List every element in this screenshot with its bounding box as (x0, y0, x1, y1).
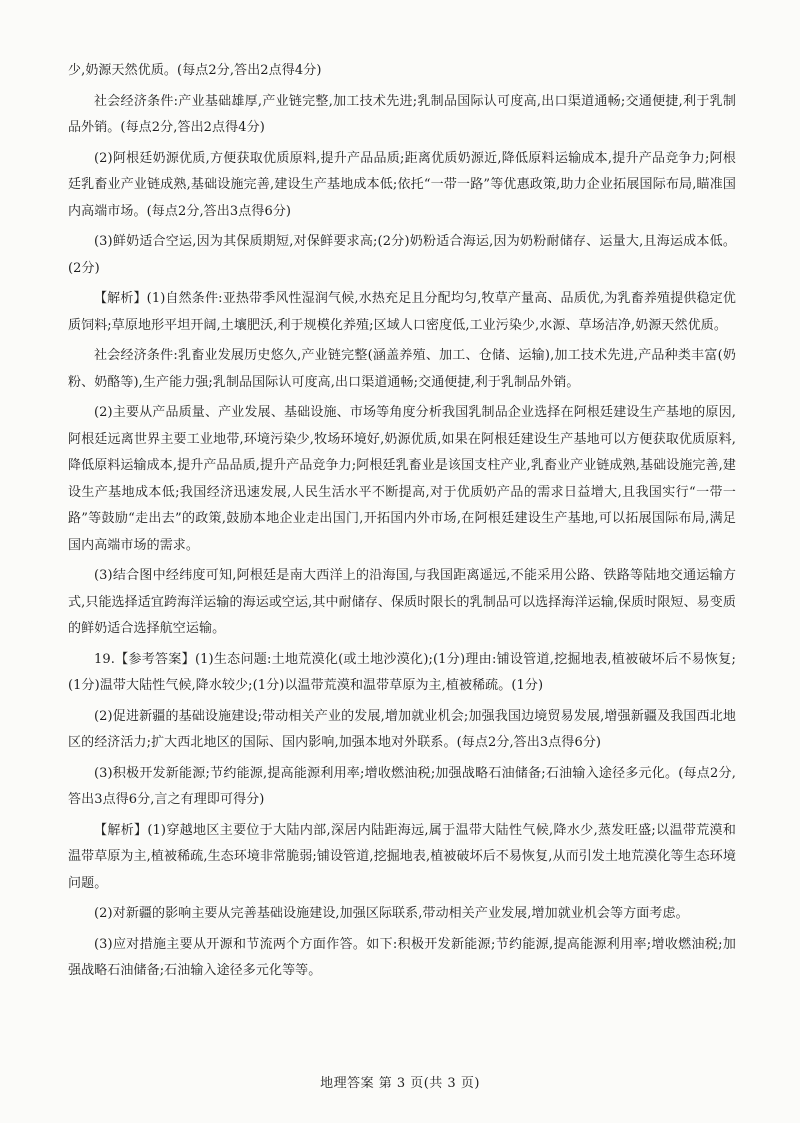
answer-content (68, 58, 736, 989)
paragraph: (2)主要从产品质量、产业发展、基础设施、市场等角度分析我国乳制品企业选择在阿根廷建设生产基地的原因,阿根廷远离世界主要工业地带,环境污染少,牧场环境好,奶源优质,如果在阿根廷建设生产基地可以方便获取优质原料,降低原料运输成本,提升产品品质,提升产品竞争力;阿根廷乳畜业是该国支柱产业,乳畜业产业链成熟,基础设施完善,建设生产基地成本低;我国经济迅速发展,人民生活水平不断提高,对于优质奶产品的需求日益增大,且我国实行“一带一路”等鼓励“走出去”的政策,鼓励本地企业走出国门,开拓国内外市场,在阿根廷建设生产基地,可以拓展国际布局,满足国内高端市场的需求。 (68, 405, 736, 553)
paragraph: 【解析】(1)穿越地区主要位于大陆内部,深居内陆距海远,属于温带大陆性气候,降水少,蒸发旺盛;以温带荒漠和温带草原为主,植被稀疏,生态环境非常脆弱;铺设管道,挖掘地表,植被破坏后不易恢复,从而引发土地荒漠化等生态环境问题。 (68, 822, 736, 891)
paragraph: 社会经济条件:乳畜业发展历史悠久,产业链完整(涵盖养殖、加工、仓储、运输),加工技术先进,产品种类丰富(奶粉、奶酪等),生产能力强;乳制品国际认可度高,出口渠道通畅;交通便捷,利于乳制品外销。 (68, 348, 736, 390)
paragraph: (3)积极开发新能源;节约能源,提高能源利用率;增收燃油税;加强战略石油储备;石油输入途径多元化。(每点2分,答出3点得6分,言之有理即可得分) (68, 765, 736, 807)
paragraph: 少,奶源天然优质。(每点2分,答出2点得4分) (68, 63, 322, 78)
page-footer: 地理答案 第 3 页(共 3 页) (320, 1076, 480, 1091)
paragraph: (2)对新疆的影响主要从完善基础设施建设,加强区际联系,带动相关产业发展,增加就业机会等方面考虑。 (94, 906, 689, 921)
paragraph: (2)阿根廷奶源优质,方便获取优质原料,提升产品品质;距离优质奶源近,降低原料运输成本,提升产品竞争力;阿根廷乳畜业产业链成熟,基础设施完善,建设生产基地成本低;依托“一带一路”等优惠政策,助力企业拓展国际布局,瞄准国内高端市场。(每点2分,答出3点得6分) (68, 150, 736, 219)
paragraph: 【解析】(1)自然条件:亚热带季风性湿润气候,水热充足且分配均匀,牧草产量高、品质优,为乳畜养殖提供稳定优质饲料;草原地形平坦开阔,土壤肥沃,利于规模化养殖;区域人口密度低,工业污染少,水源、草场洁净,奶源天然优质。 (68, 291, 736, 333)
paragraph: 19.【参考答案】(1)生态问题:土地荒漠化(或土地沙漠化);(1分)理由:铺设管道,挖掘地表,植被破坏后不易恢复;(1分)温带大陆性气候,降水较少;(1分)以温带荒漠和温带草原为主,植被稀疏。(1分) (68, 651, 736, 693)
paragraph: (3)鲜奶适合空运,因为其保质期短,对保鲜要求高;(2分)奶粉适合海运,因为奶粉耐储存、运量大,且海运成本低。(2分) (68, 234, 736, 276)
paragraph: (2)促进新疆的基础设施建设;带动相关产业的发展,增加就业机会;加强我国边境贸易发展,增强新疆及我国西北地区的经济活力;扩大西北地区的国际、国内影响,加强本地对外联系。(每点2分,答出3点得6分) (68, 708, 736, 750)
paragraph: 社会经济条件:产业基础雄厚,产业链完整,加工技术先进;乳制品国际认可度高,出口渠道通畅;交通便捷,利于乳制品外销。(每点2分,答出2点得4分) (68, 93, 736, 135)
paragraph: (3)结合图中经纬度可知,阿根廷是南大西洋上的沿海国,与我国距离遥远,不能采用公路、铁路等陆地交通运输方式,只能选择适宜跨海洋运输的海运或空运,其中耐储存、保质时限长的乳制品可以选择海洋运输,保质时限短、易变质的鲜奶适合选择航空运输。 (68, 568, 736, 636)
paragraph: (3)应对措施主要从开源和节流两个方面作答。如下:积极开发新能源;节约能源,提高能源利用率;增收燃油税;加强战略石油储备;石油输入途径多元化等等。 (68, 936, 736, 978)
